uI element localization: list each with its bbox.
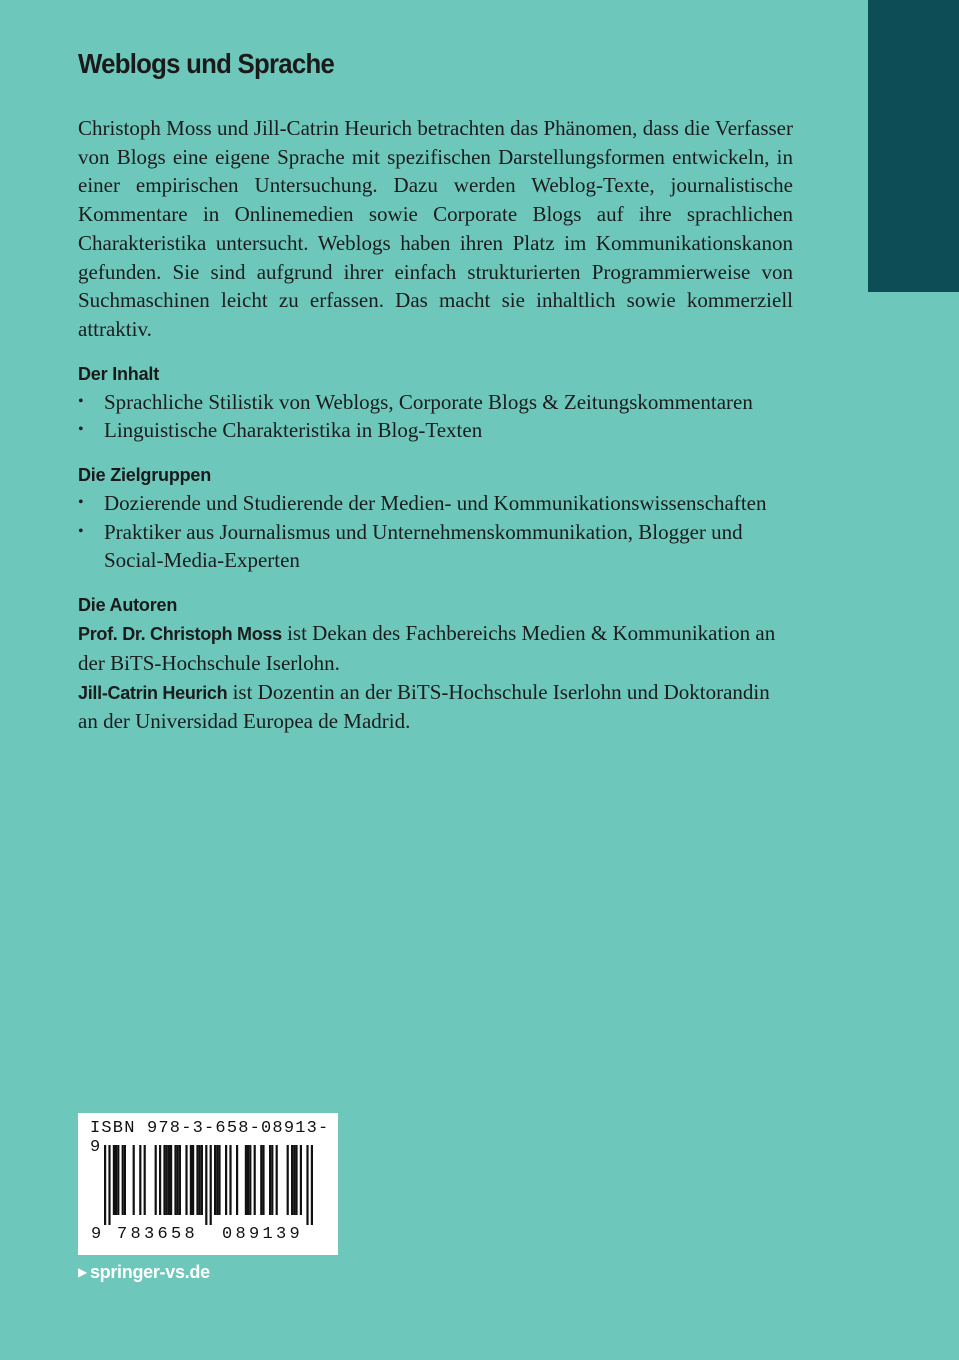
barcode-bar [236,1145,238,1215]
author-entry-heurich [78,678,793,736]
barcode-bar [300,1145,302,1215]
zielgruppen-list [78,489,793,575]
barcode-guard-bar [108,1145,110,1225]
section-heading-autoren: Die Autoren [78,595,178,616]
barcode-bar [170,1145,172,1215]
barcode-guard-bar [104,1145,106,1225]
barcode-bar [295,1145,297,1215]
barcode-bar [260,1145,262,1215]
author-description: ist Dekan des Fachbereichs Medien & Kommunikation an der BiTS-Hochschule Iserlohn. [78,621,776,675]
barcode-bar [192,1145,194,1215]
barcode-bar [155,1145,157,1215]
barcode-guard-bar [306,1145,308,1225]
barcode-bar [254,1145,256,1215]
barcode-bar [225,1145,227,1215]
barcode-bar [166,1145,168,1215]
triangle-right-icon: ▶ [78,1265,87,1279]
section-heading-inhalt: Der Inhalt [78,363,160,384]
barcode-bar [218,1145,220,1215]
barcode-bar [249,1145,251,1215]
barcode-bar [139,1145,141,1215]
barcode-bar [216,1145,218,1215]
barcode-bar [159,1145,161,1215]
isbn-barcode [78,1113,338,1255]
barcode-bar [177,1145,179,1215]
barcode-bar [287,1145,289,1215]
intro-paragraph: Christoph Moss und Jill-Catrin Heurich betrachten das Phänomen, dass die Verfasser von Blogs eine eigene Sprache mit spezifischen Darstellungsformen entwickeln, in einer empirischen Untersuchung. Dazu werden Weblog-Texte, journalistische Kommentare in Onlinemedien sowie Corporate Blogs auf ihre sprachlichen Charakteristika untersucht. Weblogs haben ihren Platz im Kommunikationskanon gefunden. Sie sind aufgrund ihrer einfach strukturierten Programmierweise von Suchmaschinen leicht zu erfassen. Das macht sie inhaltlich sowie kommerziell attraktiv. [78,116,793,341]
barcode-bar [201,1145,203,1215]
barcode-bar [168,1145,170,1215]
barcode-bar [269,1145,271,1215]
barcode-guard-bar [210,1145,212,1225]
barcode-bars [92,1145,322,1225]
barcode-bar [291,1145,293,1215]
barcode-guard-bar [205,1145,207,1225]
barcode-bar [163,1145,165,1215]
barcode-bar [185,1145,187,1215]
barcode-bar [199,1145,201,1215]
barcode-bar [122,1145,124,1215]
barcode-digit-group: 089139 [222,1225,304,1244]
barcode-bar [247,1145,249,1215]
barcode-bar [214,1145,216,1215]
section-heading-zielgruppen: Die Zielgruppen [78,465,212,486]
back-cover-text [78,44,793,736]
barcode-bar [117,1145,119,1215]
accent-bar [868,0,959,292]
barcode-bar [293,1145,295,1215]
inhalt-list [78,388,793,445]
barcode-bar [190,1145,192,1215]
list-item: • Praktiker aus Journalismus und Unternehmenskommunikation, Blogger und Social-Media-Experten [78,518,793,575]
barcode-bar [113,1145,115,1215]
barcode-bar [133,1145,135,1215]
barcode-bar [124,1145,126,1215]
list-item: • Dozierende und Studierende der Medien- und Kommunikationswissenschaften [78,489,793,518]
barcode-bar [245,1145,247,1215]
isbn-label: ISBN 978-3-658-08913-9 [90,1119,330,1157]
author-name: Jill-Catrin Heurich [78,682,228,703]
list-item: • Linguistische Charakteristika in Blog-Texten [78,416,793,445]
barcode-bar [262,1145,264,1215]
publisher-link[interactable] [78,1262,210,1283]
book-title: Weblogs und Sprache [78,48,335,79]
barcode-bar [179,1145,181,1215]
barcode-digit-group: 9 [91,1225,105,1244]
barcode-bar [174,1145,176,1215]
barcode-bar [115,1145,117,1215]
list-item: • Sprachliche Stilistik von Weblogs, Corporate Blogs & Zeitungskommentaren [78,388,793,417]
barcode-bar [276,1145,278,1215]
barcode-bar [271,1145,273,1215]
barcode-bar [229,1145,231,1215]
barcode-digit-group: 783658 [117,1225,199,1244]
publisher-url: springer-vs.de [89,1262,210,1282]
barcode-guard-bar [311,1145,313,1225]
author-name: Prof. Dr. Christoph Moss [78,624,282,645]
barcode-bar [196,1145,198,1215]
barcode-bar [144,1145,146,1215]
author-description: ist Dozentin an der BiTS-Hochschule Iserlohn und Doktorandin an der Universidad Europea de Madrid. [78,679,770,734]
author-entry-moss [78,619,793,677]
